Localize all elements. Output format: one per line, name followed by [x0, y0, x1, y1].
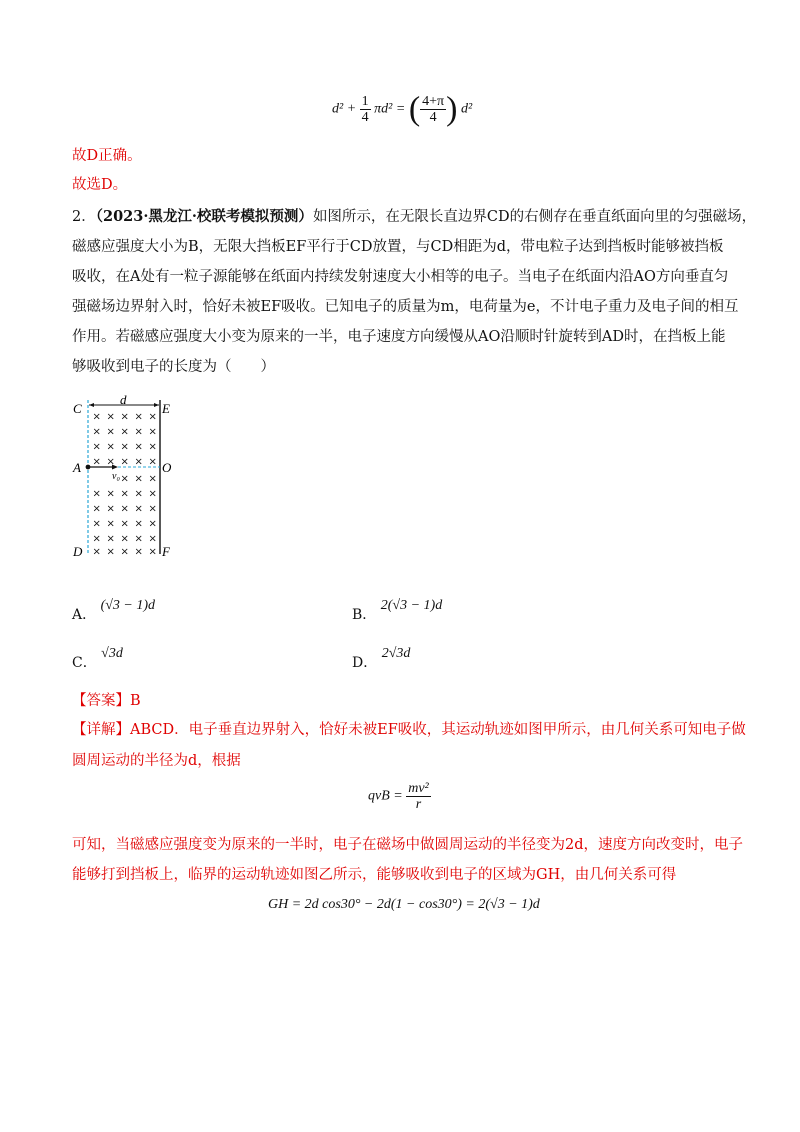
source-point-a: [86, 465, 91, 470]
option-b-label: B．: [352, 607, 377, 623]
field-cross: ×: [106, 456, 115, 468]
prev-frac1-num: 1: [361, 94, 369, 109]
field-cross: ×: [134, 456, 143, 468]
answer-line: [72, 691, 141, 712]
explanation-tag: 【详解】: [72, 722, 130, 738]
formula1-den: r: [415, 797, 422, 812]
prev-formula-frac2: [420, 94, 446, 125]
field-cross: ×: [120, 503, 129, 515]
label-v0: v₀: [112, 471, 120, 482]
field-cross: ×: [106, 546, 115, 558]
field-cross: ×: [92, 533, 101, 545]
field-cross: ×: [106, 441, 115, 453]
formula1-num: mv²: [408, 781, 429, 796]
option-d-label: D．: [352, 655, 378, 671]
field-cross: ×: [134, 503, 143, 515]
prev-formula-mid: πd² =: [374, 101, 406, 117]
label-d-point: D: [73, 544, 83, 559]
field-cross: ×: [106, 533, 115, 545]
arrow-head-right: [154, 403, 159, 407]
field-cross: ×: [92, 518, 101, 530]
label-e: E: [162, 401, 170, 416]
prev-frac1-den: 4: [361, 110, 369, 125]
option-c[interactable]: [72, 642, 123, 671]
field-cross: ×: [148, 426, 157, 438]
explanation-line-1: [72, 720, 746, 741]
answer-value: B: [130, 693, 141, 709]
option-b-value: 2(√3 − 1)d: [380, 598, 443, 613]
formula1-frac: [406, 781, 431, 812]
field-cross: ×: [148, 518, 157, 530]
question-block: [72, 202, 757, 382]
field-cross: ×: [106, 426, 115, 438]
explanation-line-3: 可知，当磁感应强度变为原来的一半时，电子在磁场中做圆周运动的半径变为2d，速度方向改变时，电子: [72, 837, 744, 853]
answer-tag: 【答案】: [72, 693, 130, 709]
field-cross: ×: [134, 533, 143, 545]
prev-answer: 故选D。: [72, 177, 128, 193]
question-number: 2．: [72, 209, 96, 225]
prev-frac2-num: 4+π: [422, 94, 445, 109]
field-cross: ×: [134, 518, 143, 530]
field-cross: ×: [92, 441, 101, 453]
field-cross: ×: [148, 488, 157, 500]
field-cross: ×: [134, 426, 143, 438]
explanation-text-1: ABCD．电子垂直边界射入，恰好未被EF吸收，其运动轨迹如图甲所示，由几何关系可知电子做: [130, 722, 746, 738]
field-cross: ×: [120, 546, 129, 558]
field-cross: ×: [148, 456, 157, 468]
option-a[interactable]: [72, 594, 156, 623]
option-c-value: √3d: [101, 646, 123, 661]
explanation-line-4: 能够打到挡板上，临界的运动轨迹如图乙所示，能够吸收到电子的区域为GH，由几何关系可得: [72, 867, 677, 883]
field-cross: ×: [106, 488, 115, 500]
field-crosses: [93, 412, 157, 558]
prev-formula-rhs: d²: [460, 101, 473, 117]
field-cross: ×: [148, 473, 157, 485]
prev-frac2-den: 4: [429, 110, 437, 125]
option-b[interactable]: [352, 594, 443, 623]
field-cross: ×: [120, 488, 129, 500]
option-d-value: 2√3d: [381, 646, 411, 661]
field-cross: ×: [120, 426, 129, 438]
question-text-4: 作用。若磁感应强度大小变为原来的一半，电子速度方向缓慢从AO沿顺时针旋转到AD时，在挡板上能: [72, 329, 726, 345]
field-cross: ×: [120, 411, 129, 423]
question-text-0: 如图所示，在无限长直边界CD的右侧存在垂直纸面向里的匀强磁场，: [312, 209, 757, 225]
field-cross: ×: [134, 411, 143, 423]
label-o: O: [162, 460, 172, 475]
field-cross: ×: [92, 546, 101, 558]
prev-formula-frac1: [360, 94, 371, 125]
formula-lorentz: [368, 781, 431, 812]
option-c-label: C．: [72, 655, 97, 671]
label-d-distance: d: [120, 394, 127, 407]
question-text-1: 磁感应强度大小为B，无限大挡板EF平行于CD放置，与CD相距为d，带电粒子达到挡板时能够被挡板: [72, 239, 724, 255]
label-f: F: [162, 544, 170, 559]
field-cross: ×: [106, 503, 115, 515]
field-cross: ×: [106, 518, 115, 530]
field-cross: ×: [120, 441, 129, 453]
field-cross: ×: [134, 488, 143, 500]
field-cross: ×: [120, 473, 129, 485]
formula1-lhs: qvB =: [368, 788, 403, 804]
explanation-line-2: 圆周运动的半径为d，根据: [72, 753, 241, 769]
arrow-head-left: [89, 403, 94, 407]
prev-paren-open: (: [408, 90, 421, 128]
label-c: C: [73, 401, 82, 416]
question-line-1: [72, 202, 757, 232]
field-cross: ×: [148, 503, 157, 515]
prev-paren-close: ): [446, 90, 458, 128]
option-a-value: (√3 − 1)d: [100, 598, 156, 613]
field-cross: ×: [134, 546, 143, 558]
field-cross: ×: [92, 411, 101, 423]
field-cross: ×: [92, 426, 101, 438]
field-cross: ×: [92, 456, 101, 468]
magnetic-field-figure: [70, 394, 190, 564]
question-text-5: 够吸收到电子的长度为（ ）: [72, 359, 275, 375]
option-d[interactable]: [352, 642, 411, 671]
field-cross: ×: [148, 441, 157, 453]
field-cross: ×: [120, 456, 129, 468]
field-cross: ×: [148, 533, 157, 545]
field-cross: ×: [148, 411, 157, 423]
prev-conclusion: 故D正确。: [72, 148, 142, 164]
question-text-3: 强磁场边界射入时，恰好未被EF吸收。已知电子的质量为m，电荷量为e，不计电子重力及电子间的相互: [72, 299, 739, 315]
field-cross: ×: [106, 411, 115, 423]
field-cross: ×: [92, 503, 101, 515]
option-a-label: A．: [72, 607, 97, 623]
field-cross: ×: [134, 441, 143, 453]
question-source: （2023·黑龙江·校联考模拟预测）: [95, 208, 313, 225]
label-a: A: [73, 460, 81, 475]
question-text-2: 吸收，在A处有一粒子源能够在纸面内持续发射速度大小相等的电子。当电子在纸面内沿AO方向垂直匀: [72, 269, 729, 285]
field-cross: ×: [92, 488, 101, 500]
formula-gh: GH = 2d cos30° − 2d(1 − cos30°) = 2(√3 − 1)d: [268, 897, 540, 912]
field-cross: ×: [134, 473, 143, 485]
field-cross: ×: [120, 518, 129, 530]
field-cross: ×: [120, 533, 129, 545]
prev-formula: [332, 90, 473, 128]
prev-formula-lhs: d² +: [332, 101, 357, 117]
field-cross: ×: [148, 546, 157, 558]
